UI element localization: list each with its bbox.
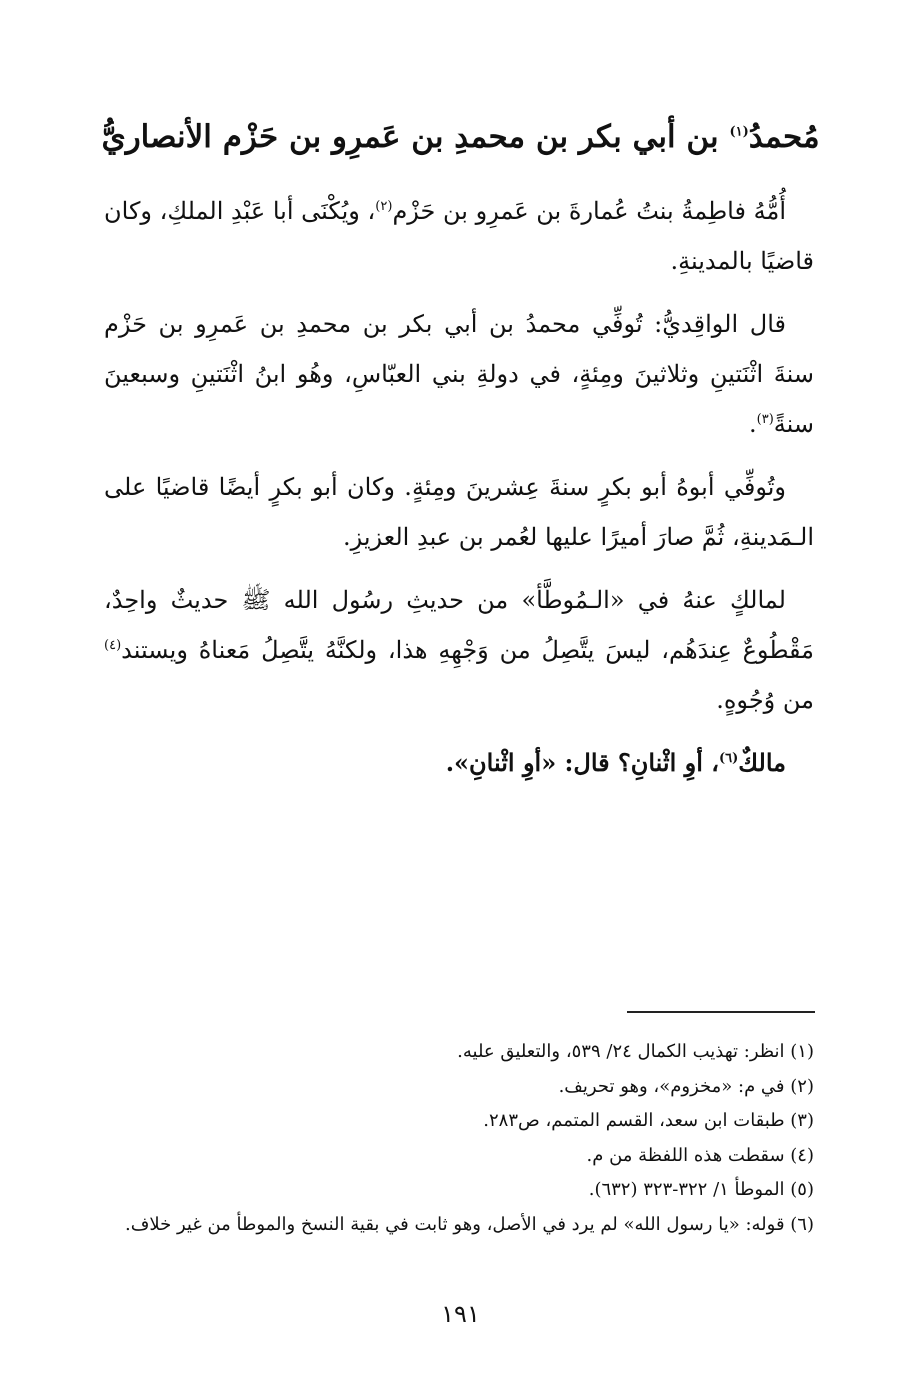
title-text-part1: مُحمدُ bbox=[748, 119, 820, 155]
footnote-ref-3[interactable]: (٣) bbox=[756, 412, 774, 427]
title-text-part2: بن أبي بكر بن محمدِ بن عَمرِو بن حَزْم الأنصاريُّ bbox=[101, 119, 730, 155]
footnote-ref-2[interactable]: (٢) bbox=[375, 199, 393, 214]
footnote-5: (٥) الموطأ ١/ ٣٢٢-٣٢٣ (٦٣٢). bbox=[588, 1179, 814, 1200]
paragraph-mother bbox=[104, 186, 814, 286]
footnote-6: (٦) قوله: «يا رسول الله» لم يرد في الأصل، وهو ثابت في بقية النسخ والموطأ من غير خلاف. bbox=[124, 1213, 814, 1235]
paragraph-text: ، ويُكْنَى أبا عَبْدِ الملكِ، وكان قاضيًا بالمدينةِ. bbox=[104, 197, 814, 275]
footnote-3: (٣) طبقات ابن سعد، القسم المتمم، ص٢٨٣. bbox=[483, 1110, 814, 1131]
footnote-4: (٤) سقطت هذه اللفظة من م. bbox=[586, 1144, 814, 1166]
footnote-ref-1[interactable]: (١) bbox=[729, 124, 749, 140]
footnote-1: (١) انظر: تهذيب الكمال ٢٤/ ٥٣٩، والتعليق عليه. bbox=[457, 1041, 814, 1062]
footnote-separator bbox=[627, 1011, 815, 1013]
paragraph-death bbox=[104, 299, 814, 449]
main-text bbox=[104, 186, 814, 801]
page-number: ١٩١ bbox=[441, 1300, 480, 1328]
paragraph-text: . bbox=[749, 410, 757, 438]
paragraph-text: مالكٌ bbox=[738, 748, 786, 777]
paragraph-text: قال الواقِديُّ: تُوفِّي محمدُ بن أبي بكر بن محمدِ بن عَمرِو بن حَزْم سنةَ اثْنَتينِ وثلاثينَ ومِئةٍ، في دولةِ بني العبّاسِ، وهُو ابنُ اثْنَتينِ وسبعينَ سنةً bbox=[104, 310, 814, 438]
paragraph-muwatta bbox=[104, 575, 814, 725]
paragraph-text: أُمُّهُ فاطِمةُ بنتُ عُمارةَ بن عَمرِو بن حَزْم bbox=[392, 197, 786, 225]
paragraph-hadith bbox=[104, 738, 814, 788]
paragraph-text: ، أوِ اثْنانِ؟ قال: «أوِ اثْنانِ». bbox=[445, 748, 719, 777]
paragraph-father: وتُوفِّي أبوهُ أبو بكرٍ سنةَ عِشرينَ ومِئةٍ. وكان أبو بكرٍ أيضًا قاضيًا على الـمَدينةِ، ثُمَّ صارَ أميرًا عليها لعُمر بن عبدِ العزيزِ. bbox=[104, 473, 814, 551]
chapter-title bbox=[100, 112, 821, 162]
footnote-2: (٢) في م: «مخزوم»، وهو تحريف. bbox=[558, 1075, 814, 1097]
footnote-ref-4[interactable]: (٤) bbox=[104, 638, 122, 653]
footnotes bbox=[100, 1035, 814, 1242]
footnote-ref-5[interactable]: (٦) bbox=[718, 751, 739, 766]
paragraph-text: من وُجُوهٍ. bbox=[716, 686, 814, 714]
paragraph-text: لمالكٍ عنهُ في «الـمُوطَّأ» من حديثِ رسُول الله ﷺ حديثٌ واحِدٌ، مَقْطُوعٌ عِندَهُم، ليسَ يتَّصِلُ من وَجْهِهِ هذا، ولكنَّهُ يتَّصِلُ مَعناهُ ويستند bbox=[104, 586, 815, 664]
